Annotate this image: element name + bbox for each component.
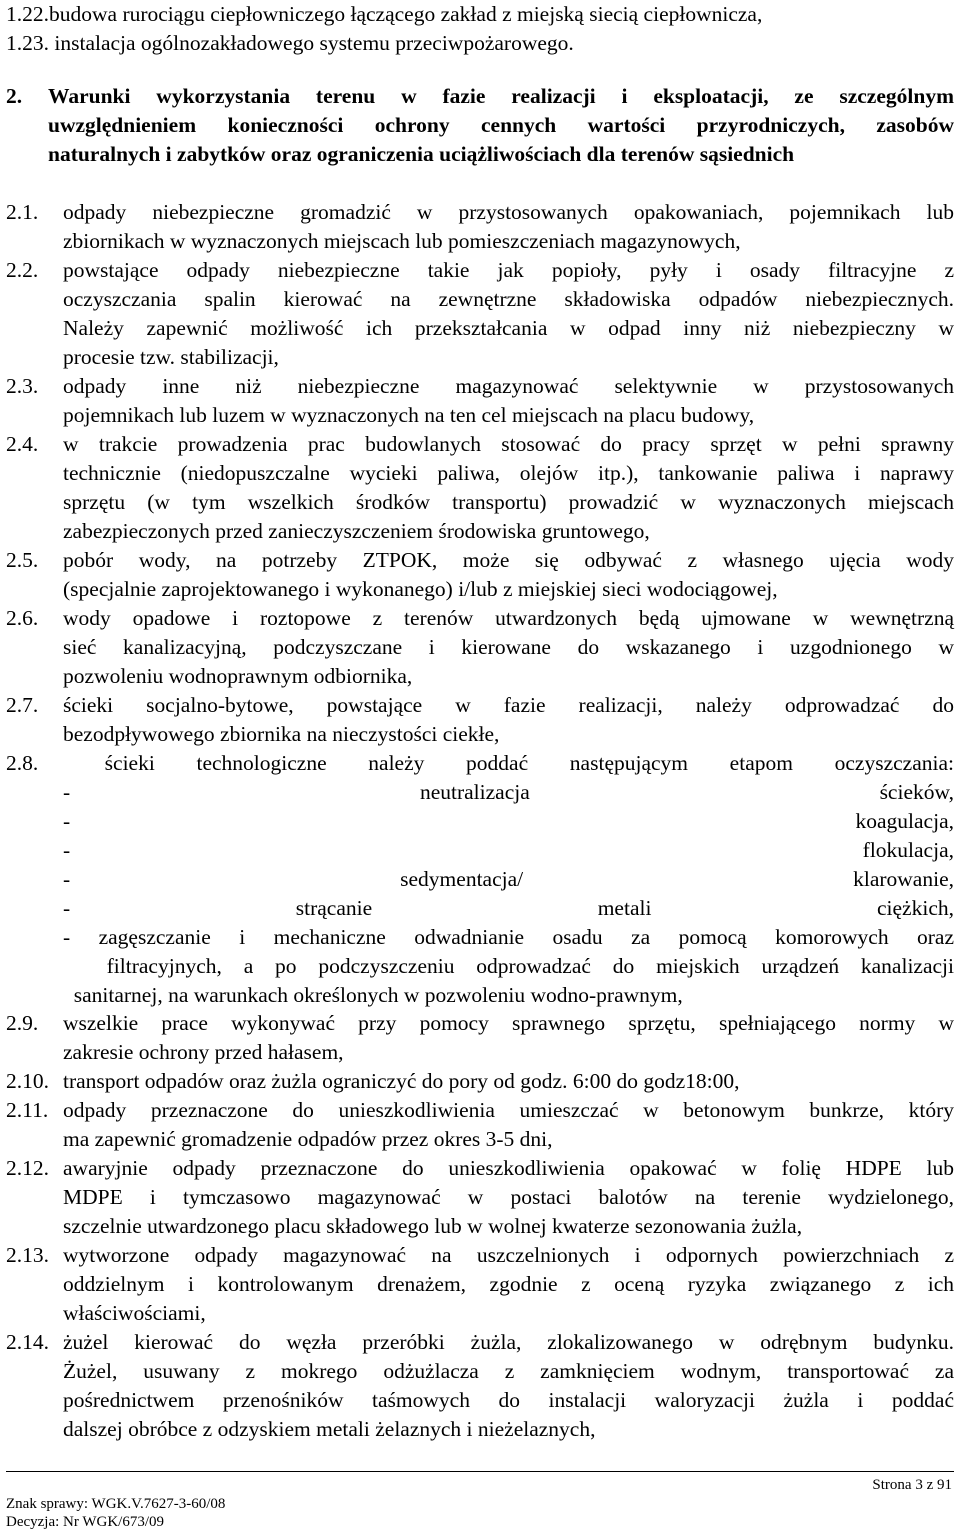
item-text (63, 691, 954, 749)
item-text-line: powstające odpady niebezpieczne takie jak popioły, pyły i osady filtracyjne z (63, 258, 954, 282)
item-text-line: - flokulacja, (63, 838, 954, 862)
item-text-line: oczyszczania spalin kierować na zewnętrzne składowiska odpadów niebezpiecznych. (63, 287, 954, 311)
list-item (6, 256, 954, 372)
item-text (63, 1009, 954, 1067)
list-item (6, 691, 954, 749)
item-number: 1.23. (6, 31, 49, 55)
intro-item (6, 29, 574, 58)
item-text-line: wody opadowe i roztopowe z terenów utwardzonych będą ujmowane w wewnętrzną (63, 606, 954, 630)
item-text-line: - neutralizacja ścieków, (63, 780, 954, 804)
item-text-line: transport odpadów oraz żużla ograniczyć do pory od godz. 6:00 do godz18:00, (63, 1069, 740, 1093)
section-title-line: uwzględnieniem konieczności ochrony cennych wartości przyrodniczych, zasobów (48, 113, 954, 137)
item-text-line: - zagęszczanie i mechaniczne odwadnianie osadu za pomocą komorowych oraz (63, 925, 954, 949)
item-text-line: pozwoleniu wodnoprawnym odbiornika, (63, 664, 413, 688)
item-text-line: Żużel, usuwany z mokrego odżużlacza z zamknięciem wodnym, transportować za (63, 1359, 954, 1383)
item-text (63, 1241, 954, 1328)
item-number: 2.14. (6, 1330, 49, 1354)
list-item (6, 1009, 954, 1067)
item-text-line: zakresie ochrony przed hałasem, (63, 1040, 344, 1064)
item-number: 2.12. (6, 1156, 49, 1180)
item-text-line: filtracyjnych, a po podczyszczeniu odprowadzać do miejskich urządzeń kanalizacji (63, 954, 954, 978)
item-text (63, 604, 954, 691)
item-number: 2.9. (6, 1011, 39, 1035)
item-text (63, 1096, 954, 1154)
item-text (63, 1067, 954, 1096)
item-number: 2.2. (6, 258, 39, 282)
item-text-line: odpady niebezpieczne gromadzić w przystosowanych opakowaniach, pojemnikach lub (63, 200, 954, 224)
list-item (6, 1067, 954, 1096)
item-text-line: MDPE i tymczasowo magazynować w postaci balotów na terenie wydzielonego, (63, 1185, 954, 1209)
item-text-line: odpady inne niż niebezpieczne magazynować selektywnie w przystosowanych (63, 374, 954, 398)
section-title-line: naturalnych i zabytków oraz ograniczenia uciążliwościach dla terenów sąsiednich (48, 142, 795, 166)
section-title (48, 82, 954, 169)
item-number: 2.10. (6, 1069, 49, 1093)
item-text-line: ścieki socjalno-bytowe, powstające w fazie realizacji, należy odprowadzać do (63, 693, 954, 717)
section-number: 2. (6, 84, 23, 108)
item-number: 2.11. (6, 1098, 49, 1122)
item-text (63, 546, 954, 604)
item-number: 2.13. (6, 1243, 49, 1267)
section-heading (6, 82, 954, 169)
item-text (63, 372, 954, 430)
item-text-line: oddzielnym i kontrolowanym drenażem, zgodnie z oceną ryzyka związanego z ich (63, 1272, 954, 1296)
item-text-line: awaryjnie odpady przeznaczone do unieszkodliwienia opakować w folię HDPE lub (63, 1156, 954, 1180)
decision-reference: Decyzja: Nr WGK/673/09 (6, 1514, 165, 1530)
list-item (6, 372, 954, 430)
item-text (63, 1154, 954, 1241)
list-item (6, 604, 954, 691)
item-number: 2.6. (6, 606, 39, 630)
item-text-line: - sedymentacja/ klarowanie, (63, 867, 954, 891)
item-text-line: zabezpieczonych przed zanieczyszczeniem środowiska gruntowego, (63, 519, 650, 543)
item-text-line: ścieki technologiczne należy poddać następującym etapom oczyszczania: (63, 751, 954, 775)
item-text: instalacja ogólnozakładowego systemu przeciwpożarowego. (49, 31, 574, 55)
item-text-line: (specjalnie zaprojektowanego i wykonanego) i/lub z miejskiej sieci wodociągowej, (63, 577, 778, 601)
item-text-line: Należy zapewnić możliwość ich przekształcania w odpad inny niż niebezpieczny w (63, 316, 954, 340)
list-item (6, 1096, 954, 1154)
item-number: 2.3. (6, 374, 39, 398)
item-number: 1.22. (6, 2, 49, 26)
item-text-line: pojemnikach lub luzem w wyznaczonych na ten cel miejscach na placu budowy, (63, 403, 755, 427)
footer-divider (6, 1471, 954, 1472)
item-text-line: - koagulacja, (63, 809, 954, 833)
item-text-line: sanitarnej, na warunkach określonych w pozwoleniu wodno-prawnym, (63, 983, 683, 1007)
list-item (6, 749, 954, 1010)
item-number: 2.5. (6, 548, 39, 572)
item-text-line: wszelkie prace wykonywać przy pomocy sprawnego sprzętu, spełniającego normy w (63, 1011, 954, 1035)
item-text (63, 430, 954, 546)
intro-item (6, 0, 762, 29)
item-text-line: - strącanie metali ciężkich, (63, 896, 954, 920)
item-text-line: szczelnie utwardzonego placu składowego lub w wolnej kwaterze sezonowania żużla, (63, 1214, 803, 1238)
list-item (6, 1241, 954, 1328)
item-number: 2.8. (6, 751, 39, 775)
item-text-line: żużel kierować do węzła przeróbki żużla, zlokalizowanego w odrębnym budynku. (63, 1330, 954, 1354)
item-number: 2.4. (6, 432, 39, 456)
item-number: 2.7. (6, 693, 39, 717)
item-number: 2.1. (6, 200, 39, 224)
item-text-line: w trakcie prowadzenia prac budowlanych stosować do pracy sprzęt w pełni sprawny (63, 432, 954, 456)
item-text-line: sprzętu (w tym wszelkich środków transportu) prowadzić w wyznaczonych miejscach (63, 490, 954, 514)
item-text (63, 749, 954, 1010)
item-text (63, 1328, 954, 1444)
section-title-line: Warunki wykorzystania terenu w fazie realizacji i eksploatacji, ze szczególnym (48, 84, 954, 108)
item-text-line: dalszej obróbce z odzyskiem metali żelaznych i nieżelaznych, (63, 1417, 596, 1441)
list-item (6, 1328, 954, 1444)
item-text (63, 198, 954, 256)
list-item (6, 198, 954, 256)
item-text-line: procesie tzw. stabilizacji, (63, 345, 279, 369)
list-item (6, 1154, 954, 1241)
item-text-line: pośrednictwem przenośników taśmowych do instalacji waloryzacji żużla i poddać (63, 1388, 954, 1412)
item-text-line: właściwościami, (63, 1301, 206, 1325)
item-text (63, 256, 954, 372)
page-number: Strona 3 z 91 (872, 1477, 952, 1493)
case-reference: Znak sprawy: WGK.V.7627-3-60/08 (6, 1496, 226, 1512)
list-item (6, 546, 954, 604)
item-text-line: bezodpływowego zbiornika na nieczystości ciekłe, (63, 722, 500, 746)
item-text-line: pobór wody, na potrzeby ZTPOK, może się odbywać z własnego ujęcia wody (63, 548, 954, 572)
item-text-line: ma zapewnić gromadzenie odpadów przez okres 3-5 dni, (63, 1127, 553, 1151)
list-item (6, 430, 954, 546)
item-text-line: sieć kanalizacyjną, podczyszczane i kierowane do wskazanego i uzgodnionego w (63, 635, 954, 659)
item-text: budowa rurociągu ciepłowniczego łączącego zakład z miejską siecią ciepłownicza, (49, 2, 763, 26)
item-text-line: odpady przeznaczone do unieszkodliwienia umieszczać w betonowym bunkrze, który (63, 1098, 954, 1122)
item-text-line: technicznie (niedopuszczalne wycieki paliwa, olejów itp.), tankowanie paliwa i naprawy (63, 461, 954, 485)
item-text-line: zbiornikach w wyznaczonych miejscach lub pomieszczeniach magazynowych, (63, 229, 741, 253)
item-text-line: wytworzone odpady magazynować na uszczelnionych i odpornych powierzchniach z (63, 1243, 954, 1267)
